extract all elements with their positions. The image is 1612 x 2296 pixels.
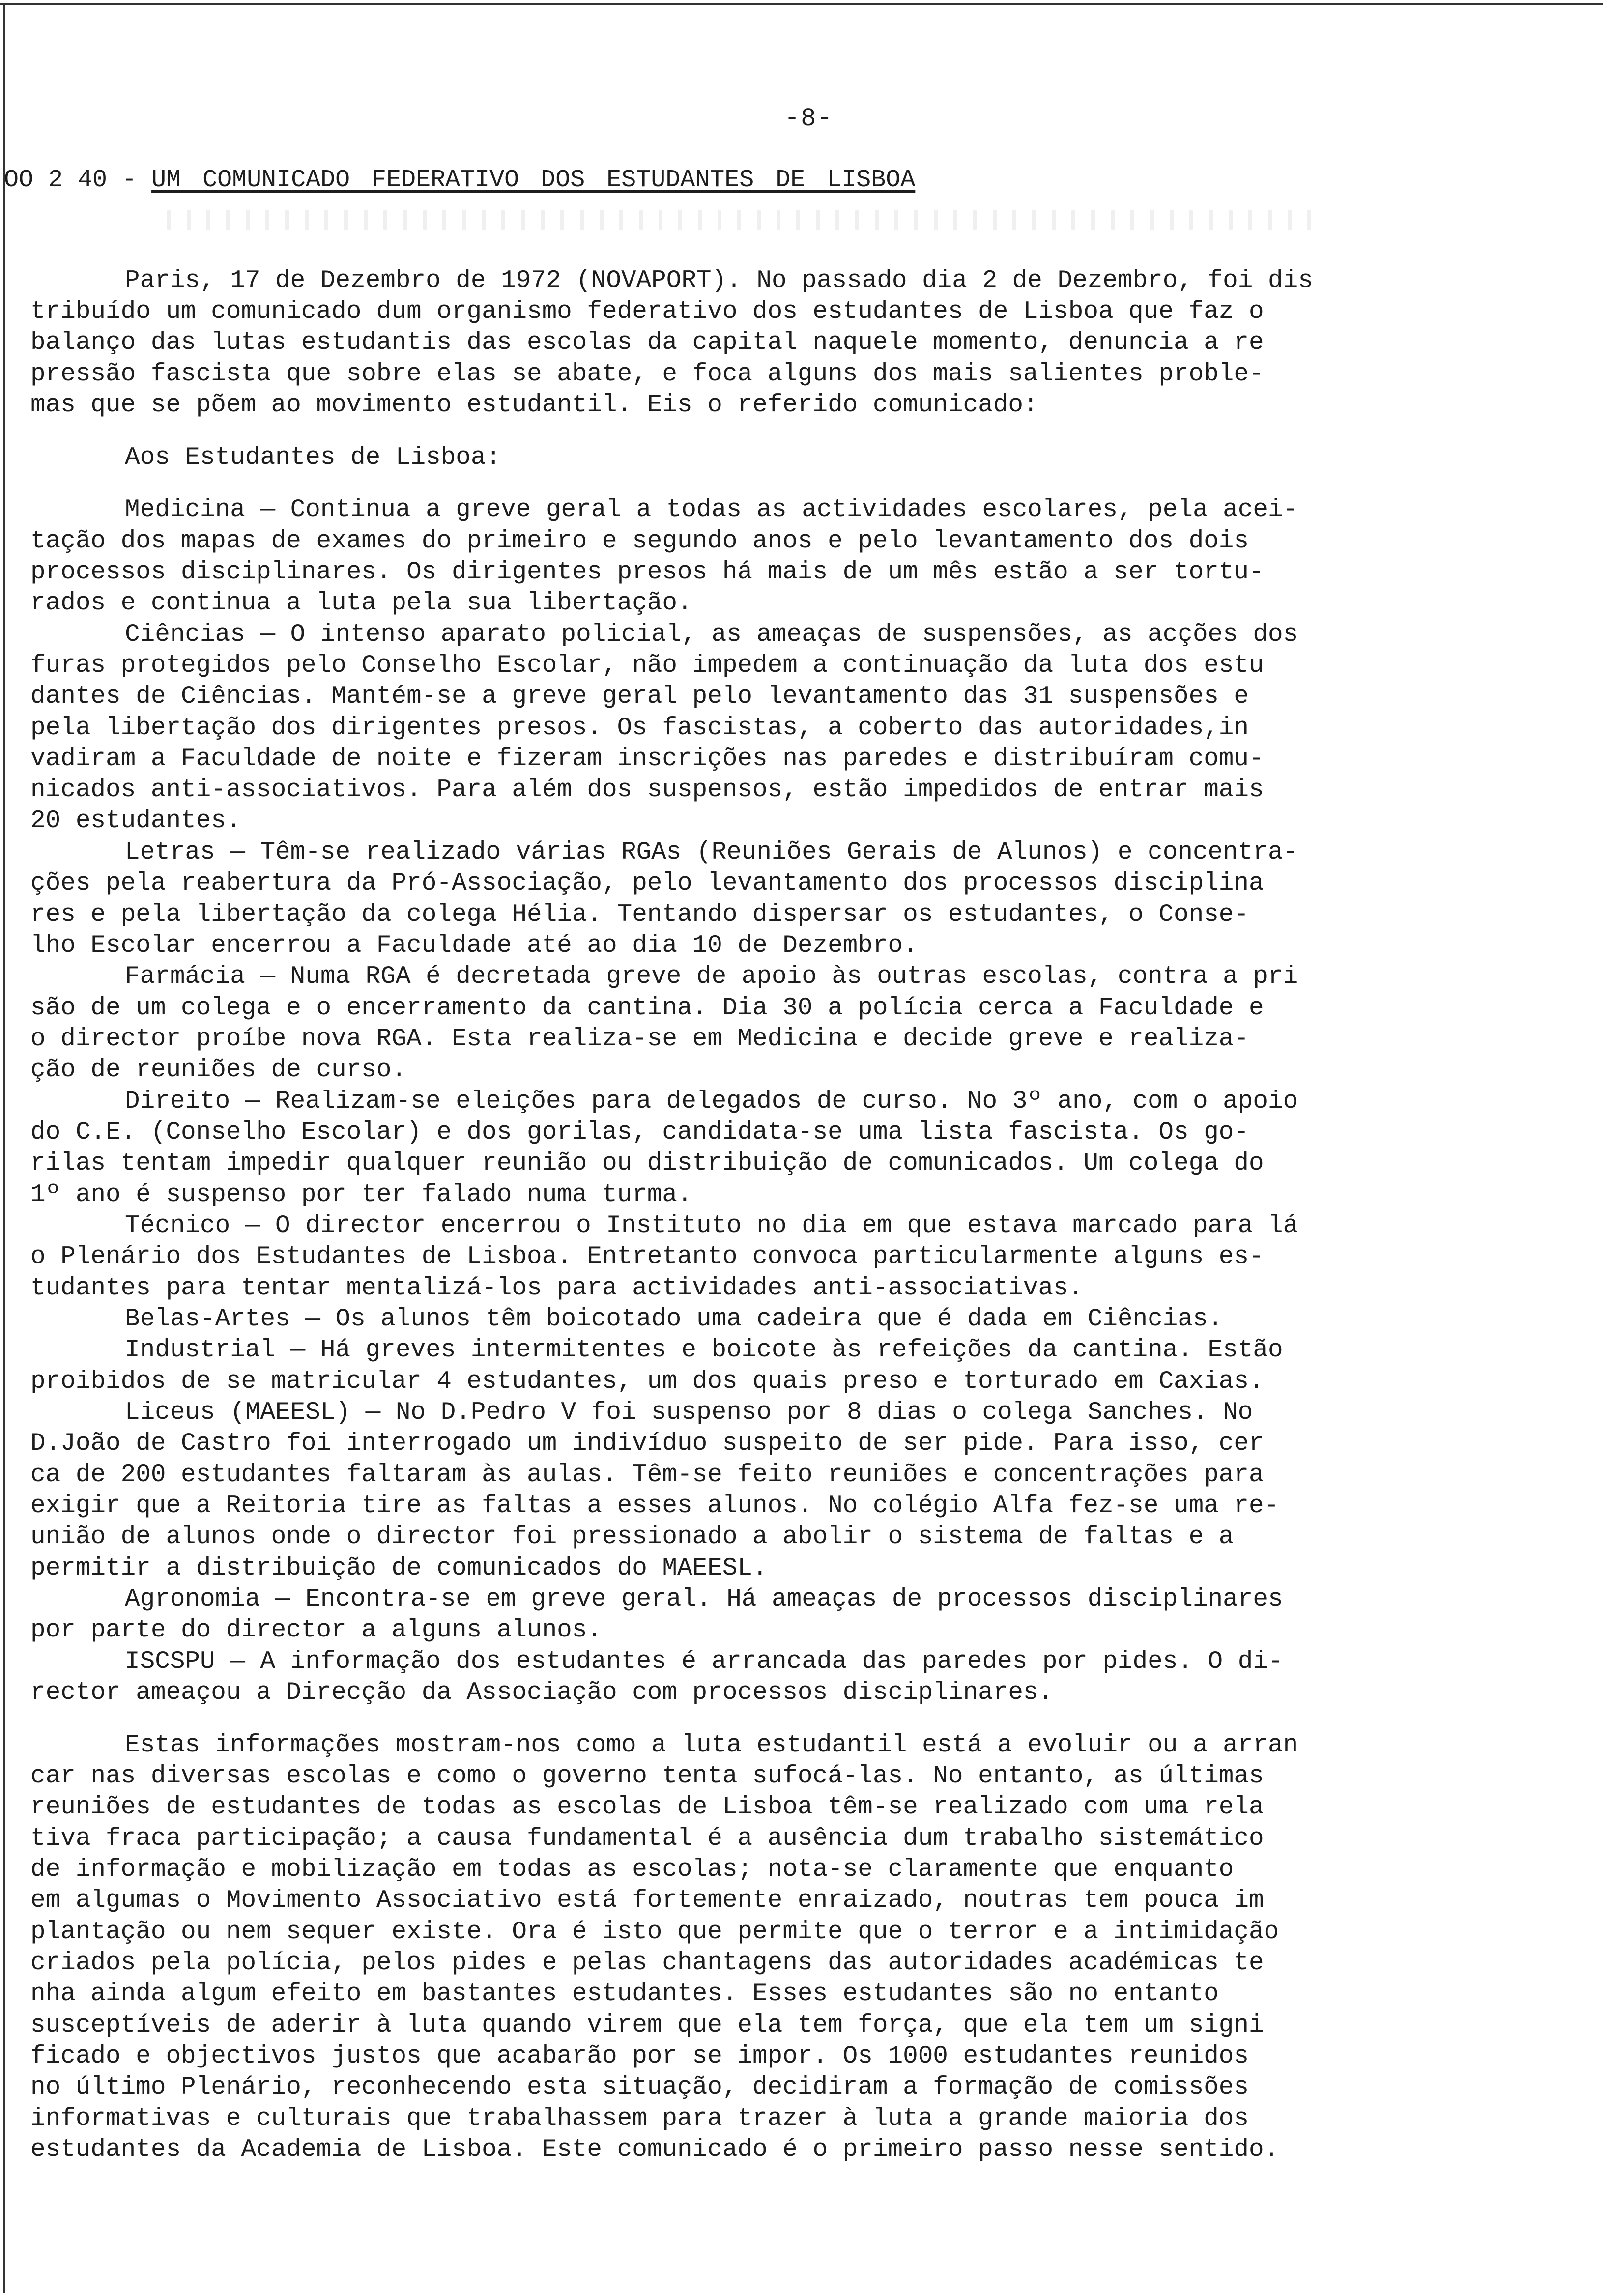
body-line: o Plenário dos Estudantes de Lisboa. Entretanto convoca particularmente alguns es- xyxy=(30,1243,1264,1271)
body-line: estudantes da Academia de Lisboa. Este comunicado é o primeiro passo nesse sentido. xyxy=(30,2136,1279,2164)
body-line: o director proíbe nova RGA. Esta realiza-se em Medicina e decide greve e realiza- xyxy=(30,1025,1249,1053)
body-line: ção de reuniões de curso. xyxy=(30,1056,407,1084)
body-line: Letras — Têm-se realizado várias RGAs (Reuniões Gerais de Alunos) e concentra- xyxy=(125,838,1298,866)
body-line: exigir que a Reitoria tire as faltas a esses alunos. No colégio Alfa fez-se uma re- xyxy=(30,1492,1279,1520)
body-line: D.João de Castro foi interrogado um indivíduo suspeito de ser pide. Para isso, cer xyxy=(30,1430,1264,1458)
body-line: nicados anti-associativos. Para além dos suspensos, estão impedidos de entrar mais xyxy=(30,776,1264,804)
article-header xyxy=(4,166,915,194)
body-line: lho Escolar encerrou a Faculdade até ao dia 10 de Dezembro. xyxy=(30,932,918,960)
body-line: em algumas o Movimento Associativo está fortemente enraizado, noutras tem pouca im xyxy=(30,1887,1264,1915)
body-line: car nas diversas escolas e como o governo tenta sufocá-las. No entanto, as últimas xyxy=(30,1762,1264,1790)
page-number: -8- xyxy=(784,104,834,133)
body-line: mas que se põem ao movimento estudantil. Eis o referido comunicado: xyxy=(30,391,1038,419)
body-line: susceptíveis de aderir à luta quando virem que ela tem força, que ela tem um signi xyxy=(30,2011,1264,2039)
body-line: Aos Estudantes de Lisboa: xyxy=(125,444,501,472)
body-line: Direito — Realizam-se eleições para delegados de curso. No 3º ano, com o apoio xyxy=(125,1088,1298,1116)
body-line: res e pela libertação da colega Hélia. Tentando dispersar os estudantes, o Conse- xyxy=(30,901,1249,929)
body-line: Ciências — O intenso aparato policial, as ameaças de suspensões, as acções dos xyxy=(125,621,1298,649)
body-line: ISCSPU — A informação dos estudantes é arrancada das paredes por pides. O di- xyxy=(125,1648,1283,1676)
body-line: rilas tentam impedir qualquer reunião ou distribuição de comunicados. Um colega do xyxy=(30,1149,1264,1177)
page-border-top xyxy=(0,3,1603,5)
body-line: Paris, 17 de Dezembro de 1972 (NOVAPORT). No passado dia 2 de Dezembro, foi dis xyxy=(125,267,1313,295)
body-line: 20 estudantes. xyxy=(30,807,241,835)
body-line: por parte do director a alguns alunos. xyxy=(30,1616,602,1644)
body-line: informativas e culturais que trabalhassem para trazer à luta a grande maioria dos xyxy=(30,2105,1249,2133)
scan-noise xyxy=(167,210,1327,230)
body-line: Belas-Artes — Os alunos têm boicotado uma cadeira que é dada em Ciências. xyxy=(125,1305,1223,1333)
body-line: ficado e objectivos justos que acabarão por se impor. Os 1000 estudantes reunidos xyxy=(30,2042,1249,2070)
body-line: Liceus (MAEESL) — No D.Pedro V foi suspenso por 8 dias o colega Sanches. No xyxy=(125,1399,1253,1427)
body-line: Medicina — Continua a greve geral a todas as actividades escolares, pela acei- xyxy=(125,496,1298,524)
body-line: processos disciplinares. Os dirigentes presos há mais de um mês estão a ser tortu- xyxy=(30,558,1264,586)
body-line: rados e continua a luta pela sua libertação. xyxy=(30,589,692,617)
article-code: OO 2 40 - xyxy=(4,166,152,194)
body-line: do C.E. (Conselho Escolar) e dos gorilas, candidata-se uma lista fascista. Os go- xyxy=(30,1119,1249,1147)
body-line: nha ainda algum efeito em bastantes estudantes. Esses estudantes são no entanto xyxy=(30,1980,1219,2008)
body-line: tribuído um comunicado dum organismo federativo dos estudantes de Lisboa que faz o xyxy=(30,298,1264,326)
body-line: balanço das lutas estudantis das escolas da capital naquele momento, denuncia a re xyxy=(30,329,1264,357)
body-line: Farmácia — Numa RGA é decretada greve de apoio às outras escolas, contra a pri xyxy=(125,963,1298,991)
body-line: Técnico — O director encerrou o Instituto no dia em que estava marcado para lá xyxy=(125,1212,1298,1240)
body-line: tudantes para tentar mentalizá-los para actividades anti-associativas. xyxy=(30,1274,1084,1302)
body-line: vadiram a Faculdade de noite e fizeram inscrições nas paredes e distribuíram comu- xyxy=(30,745,1264,773)
body-line: dantes de Ciências. Mantém-se a greve geral pelo levantamento das 31 suspensões e xyxy=(30,683,1249,711)
body-line: de informação e mobilização em todas as escolas; nota-se claramente que enquanto xyxy=(30,1856,1234,1884)
body-line: no último Plenário, reconhecendo esta situação, decidiram a formação de comissões xyxy=(30,2073,1249,2101)
body-line: tação dos mapas de exames do primeiro e segundo anos e pelo levantamento dos dois xyxy=(30,527,1249,555)
body-line: união de alunos onde o director foi pressionado a abolir o sistema de faltas e a xyxy=(30,1523,1234,1551)
body-line: Industrial — Há greves intermitentes e boicote às refeições da cantina. Estão xyxy=(125,1336,1283,1364)
body-line: são de um colega e o encerramento da cantina. Dia 30 a polícia cerca a Faculdade e xyxy=(30,994,1264,1022)
body-line: permitir a distribuição de comunicados do MAEESL. xyxy=(30,1554,768,1582)
article-title: UM COMUNICADO FEDERATIVO DOS ESTUDANTES DE LISBOA xyxy=(151,166,916,194)
body-line: furas protegidos pelo Conselho Escolar, não impedem a continuação da luta dos estu xyxy=(30,652,1264,680)
body-line: Estas informações mostram-nos como a luta estudantil está a evoluir ou a arran xyxy=(125,1731,1298,1759)
page-border-left xyxy=(3,3,5,2293)
body-line: plantação ou nem sequer existe. Ora é isto que permite que o terror e a intimidação xyxy=(30,1918,1279,1946)
body-line: pela libertação dos dirigentes presos. Os fascistas, a coberto das autoridades,in xyxy=(30,714,1249,742)
body-line: rector ameaçou a Direcção da Associação com processos disciplinares. xyxy=(30,1679,1054,1707)
body-line: Agronomia — Encontra-se em greve geral. Há ameaças de processos disciplinares xyxy=(125,1585,1283,1613)
body-line: pressão fascista que sobre elas se abate, e foca alguns dos mais salientes proble- xyxy=(30,360,1264,388)
body-line: ções pela reabertura da Pró-Associação, pelo levantamento dos processos disciplina xyxy=(30,869,1264,897)
body-line: 1º ano é suspenso por ter falado numa turma. xyxy=(30,1181,692,1209)
body-line: criados pela polícia, pelos pides e pelas chantagens das autoridades académicas te xyxy=(30,1949,1264,1977)
body-line: reuniões de estudantes de todas as escolas de Lisboa têm-se realizado com uma rela xyxy=(30,1793,1264,1821)
body-line: ca de 200 estudantes faltaram às aulas. Têm-se feito reuniões e concentrações para xyxy=(30,1461,1264,1489)
body-line: tiva fraca participação; a causa fundamental é a ausência dum trabalho sistemático xyxy=(30,1825,1264,1853)
body-line: proibidos de se matricular 4 estudantes, um dos quais preso e torturado em Caxias. xyxy=(30,1368,1264,1396)
